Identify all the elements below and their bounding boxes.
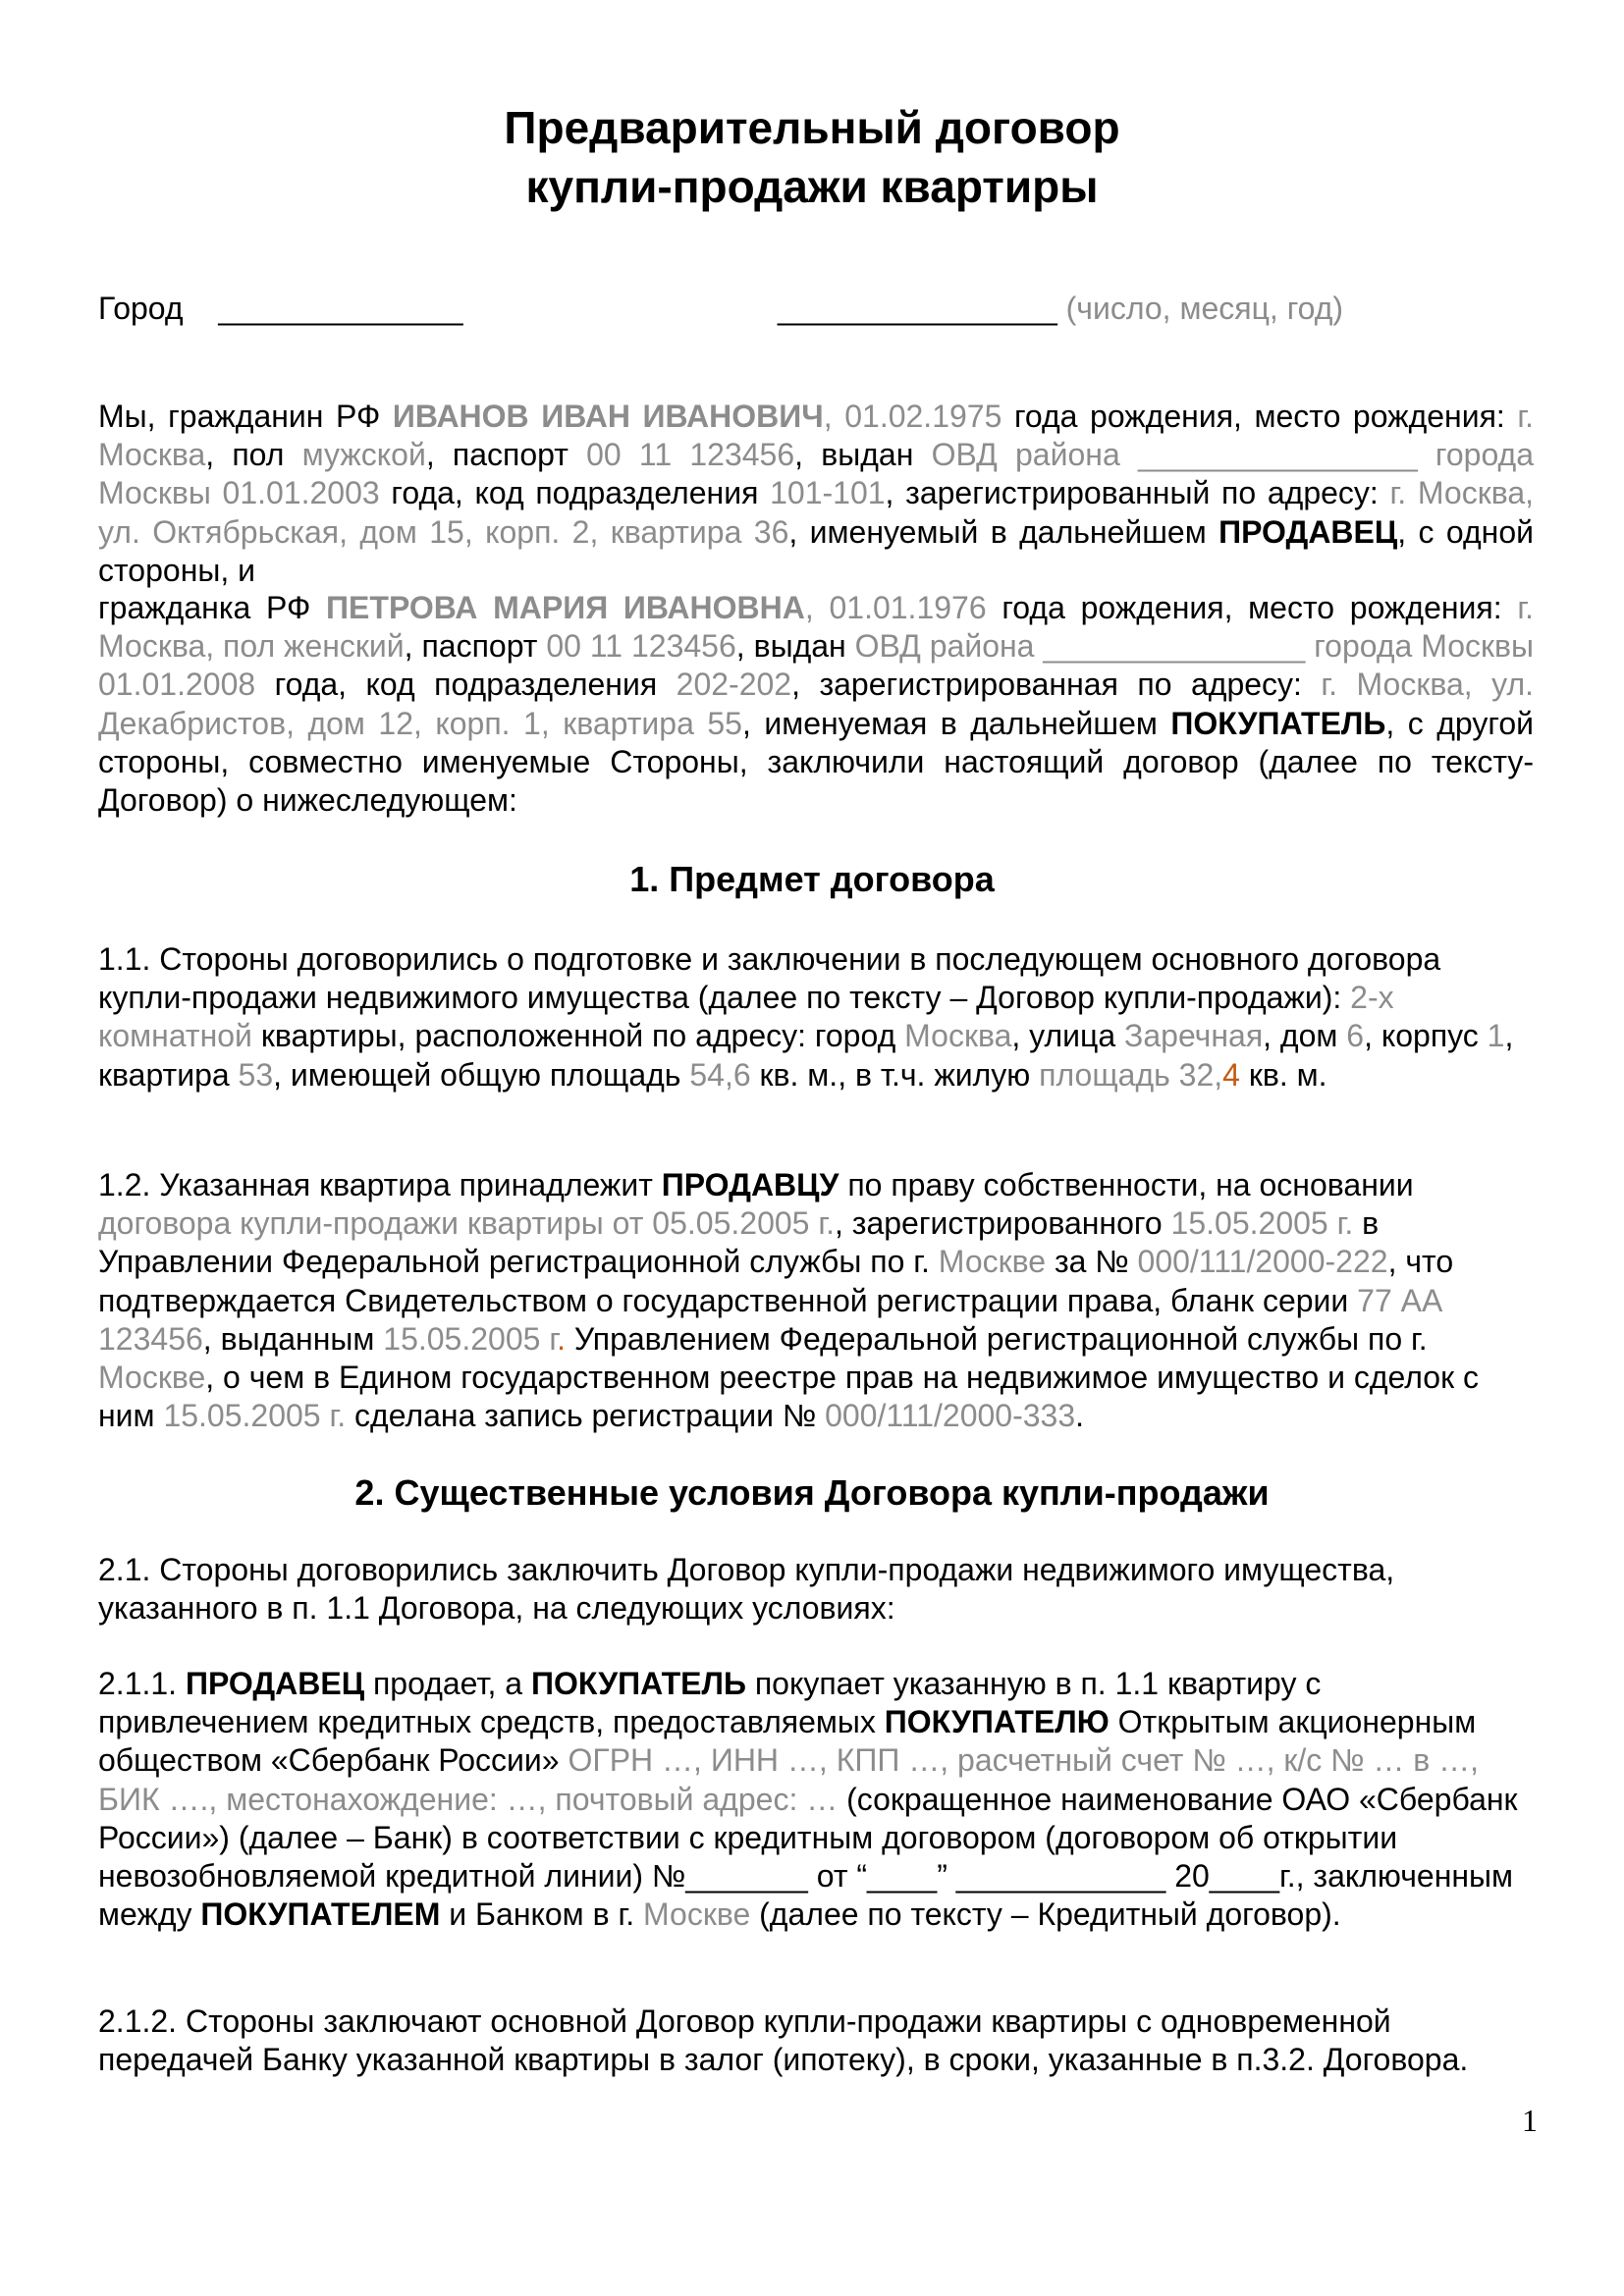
clause-1-2-reg-no: 000/111/2000-222: [1137, 1244, 1388, 1280]
clause-1-1-text-9: кв. м.: [1239, 1056, 1327, 1093]
clause-1-2-blank-series: 77 АА 123456: [98, 1282, 1443, 1357]
seller-address: г. Москва, ул. Октябрьская, дом 15, корп. 2, квартира 36: [98, 475, 1535, 550]
buyer-passport: 00 11 123456: [546, 628, 736, 665]
buyer-intro: гражданка РФ: [98, 590, 327, 625]
clause-2-1-1-buyer: ПОКУПАТЕЛЬ: [530, 1666, 746, 1701]
clause-1-2-record-date: 15.05.2005 г.: [163, 1398, 347, 1434]
clause-1-1-flat: 53: [238, 1056, 274, 1093]
seller-intro: Мы, гражданин РФ: [98, 399, 393, 434]
seller-code: 101-101: [770, 475, 886, 511]
clause-1-2-reg-date: 15.05.2005 г.: [1170, 1205, 1354, 1242]
city-blank: ______________: [218, 291, 463, 326]
buyer-code: 202-202: [676, 667, 792, 703]
seller-text-side: , с одной стороны, и: [98, 513, 1535, 588]
document-title-line2: купли-продажи квартиры: [525, 161, 1099, 212]
clause-1-2-text-8: Управлением Федеральной регистрационной службы по г.: [565, 1320, 1428, 1357]
section-2-heading: 2. Существенные условия Договора купли-продажи: [354, 1472, 1270, 1513]
clause-2-1-1-text-5: (сокращенное наименование ОАО «Сбербанк России») (далее – Банк) в соответствии с кредитным договором (договором об открытии невозобновляемой кредитной линии) №_______ от “____” ____________ 20____г., заключенным между: [98, 1781, 1518, 1933]
clause-1-1-text-6: , квартира: [98, 1018, 1514, 1093]
section-1-heading: 1. Предмет договора: [629, 859, 995, 899]
clause-2-1: 2.1. Стороны договорились заключить Договор купли-продажи недвижимого имущества, указанного в п. 1.1 Договора, на следующих условиях:: [98, 1552, 1395, 1627]
parties-seller-paragraph: Мы, гражданин РФ ИВАНОВ ИВАН ИВАНОВИЧ, 01.02.1975 года рождения, место рождения: г. Москва, пол мужской, паспорт 00 11 123456, выдан ОВД района ________________ города Москвы 01.01.2003 года, код подразделения 101-101, зарегистрированный по адресу: г. Москва, ул. Октябрьская, дом 15, корп. 2, квартира 36, именуемый в дальнейшем ПРОДАВЕЦ, с одной стороны, и: [98, 399, 1535, 588]
clause-1-2-city-2: Москве: [98, 1360, 206, 1396]
clause-1-2-text-9: , о чем в Едином государственном реестре прав на недвижимое имущество и сделок с ним: [98, 1360, 1479, 1434]
clause-1-1-text-8: кв. м., в т.ч. жилую: [750, 1056, 1040, 1093]
page-number: 1: [1522, 2103, 1538, 2138]
clause-1-1-text-3: , улица: [1011, 1018, 1125, 1054]
clause-1-2-city-1: Москве: [938, 1244, 1047, 1280]
clause-2-1-1-text-1: 2.1.1.: [98, 1666, 186, 1701]
clause-2-1-1-city: Москве: [643, 1896, 751, 1933]
clause-2-1-1: [98, 1665, 1534, 1934]
city-date-line: [98, 290, 462, 328]
clause-2-1-2: 2.1.2. Стороны заключают основной Договор купли-продажи квартиры с одновременной передачей Банку указанной квартиры в залог (ипотеку), в сроки, указанные в п.3.2. Договора.: [98, 2003, 1469, 2078]
clause-1-2-text-3: , зарегистрированного: [835, 1205, 1171, 1242]
date-hint: (число, месяц, год): [1065, 291, 1344, 326]
buyer-role: ПОКУПАТЕЛЬ: [1170, 705, 1386, 741]
buyer-name: ПЕТРОВА МАРИЯ ИВАНОВНА: [326, 590, 805, 625]
clause-1-2-text-10: сделана запись регистрации №: [346, 1398, 826, 1434]
clause-2-1-1-text-7: (далее по тексту – Кредитный договор).: [750, 1896, 1341, 1933]
clause-1-2-issue-date: 15.05.2005 г: [383, 1320, 558, 1357]
clause-1-1-total-area: 54,6: [689, 1056, 751, 1093]
seller-text-named: , именуемый в дальнейшем: [788, 513, 1219, 550]
seller-text-address: , зарегистрированный по адресу:: [885, 475, 1390, 511]
clause-1-1-living-area-digit: 4: [1222, 1056, 1240, 1093]
clause-2-1-1-seller: ПРОДАВЕЦ: [185, 1666, 365, 1701]
clause-1-1-living-area: площадь 32,: [1039, 1056, 1223, 1093]
seller-text-issued: , выдан: [794, 437, 932, 473]
buyer-text-code: года, код подразделения: [255, 667, 677, 703]
buyer-issued-by: ОВД района _______________ города Москвы 01.01.2008: [98, 628, 1535, 703]
clause-2-1-1-text-2: продает, а: [364, 1666, 531, 1701]
clause-1-1-text-7: , имеющей общую площадь: [273, 1056, 690, 1093]
clause-1-1-house: 6: [1346, 1018, 1365, 1054]
buyer-birth-date: 01.01.1976: [829, 590, 987, 625]
clause-1-1-city: Москва: [904, 1018, 1012, 1054]
seller-sex: мужской: [301, 437, 426, 473]
clause-1-2-basis: договора купли-продажи квартиры от 05.05.2005 г.: [98, 1205, 835, 1242]
clause-2-1-1-buyer-inst: ПОКУПАТЕЛЕМ: [200, 1896, 441, 1933]
buyer-text-named: , именуемая в дальнейшем: [741, 705, 1171, 741]
seller-birth-place: г. Москва: [98, 399, 1535, 473]
clause-1-2-text-6: , что подтверждается Свидетельством о государственной регистрации права, бланк серии: [98, 1244, 1454, 1318]
buyer-text-address: , зарегистрированная по адресу:: [791, 667, 1322, 703]
seller-text-sex: , пол: [205, 437, 302, 473]
clause-1-2-record-no: 000/111/2000-333: [825, 1398, 1076, 1434]
buyer-birth-place: г. Москва, пол женский: [98, 590, 1535, 665]
clause-1-2-text-2: по праву собственности, на основании: [839, 1167, 1414, 1202]
clause-2-1-1-buyer-dat: ПОКУПАТЕЛЮ: [884, 1704, 1110, 1740]
clause-1-1-text-1: 1.1. Стороны договорились о подготовке и заключении в последующем основного договора купли-продажи недвижимого имущества (далее по тексту – Договор купли-продажи):: [98, 941, 1441, 1016]
city-label: Город: [98, 291, 184, 326]
date-blank: ________________: [778, 291, 1057, 326]
clause-1-2-text-7: , выданным: [202, 1320, 384, 1357]
clause-2-1-1-text-4: Открытым акционерным обществом «Сбербанк России»: [98, 1704, 1477, 1779]
date-line: [778, 290, 1343, 328]
clause-1-1: [98, 940, 1534, 1095]
seller-text-birth: года рождения, место рождения:: [1001, 399, 1518, 434]
seller-name: ИВАНОВ ИВАН ИВАНОВИЧ: [392, 399, 824, 434]
seller-role: ПРОДАВЕЦ: [1218, 513, 1398, 550]
clause-1-2-text-4: в Управлении Федеральной регистрационной службы по г.: [98, 1205, 1380, 1280]
buyer-text-birth: года рождения, место рождения:: [986, 590, 1518, 625]
clause-1-2-text-1: 1.2. Указанная квартира принадлежит: [98, 1167, 662, 1202]
seller-text-code: года, код подразделения: [379, 475, 771, 511]
clause-1-2: [98, 1166, 1534, 1435]
parties-buyer-paragraph: гражданка РФ ПЕТРОВА МАРИЯ ИВАНОВНА, 01.01.1976 года рождения, место рождения: г. Москва, пол женский, паспорт 00 11 123456, выдан ОВД района _______________ города Москвы 01.01.2008 года, код подразделения 202-202, зарегистрированная по адресу: г. Москва, ул. Декабристов, дом 12, корп. 1, квартира 55, именуемая в дальнейшем ПОКУПАТЕЛЬ, с другой стороны, совместно именуемые Стороны, заключили настоящий договор (далее по тексту-Договор) о нижеследующем:: [98, 590, 1535, 819]
seller-text-passport: , паспорт: [425, 437, 587, 473]
clause-2-1-1-text-3: покупает указанную в п. 1.1 квартиру с привлечением кредитных средств, предоставляемых: [98, 1666, 1322, 1740]
document-title-line1: Предварительный договор: [504, 102, 1120, 153]
clause-1-2-text-11: .: [1075, 1398, 1085, 1434]
seller-passport: 00 11 123456: [586, 437, 795, 473]
clause-1-2-seller: ПРОДАВЦУ: [661, 1167, 839, 1202]
clause-2-1-1-text-6: и Банком в г.: [440, 1896, 643, 1933]
clause-1-1-korpus: 1: [1487, 1018, 1505, 1054]
clause-1-1-text-5: , корпус: [1364, 1018, 1488, 1054]
clause-1-2-text-5: за №: [1046, 1244, 1138, 1280]
buyer-text-rest: , с другой стороны, совместно именуемые Стороны, заключили настоящий договор (далее по тексту-Договор) о нижеследующем:: [98, 705, 1535, 819]
buyer-address: г. Москва, ул. Декабристов, дом 12, корп. 1, квартира 55: [98, 667, 1535, 741]
seller-birth-date: 01.02.1975: [844, 399, 1002, 434]
buyer-text-issued: , выдан: [735, 628, 855, 665]
clause-1-1-text-2: квартиры, расположенной по адресу: город: [251, 1018, 905, 1054]
buyer-text-passport: , паспорт: [404, 628, 547, 665]
clause-1-1-street: Заречная: [1124, 1018, 1264, 1054]
clause-1-1-rooms: 2-х комнатной: [98, 980, 1394, 1054]
clause-1-2-dot: .: [557, 1320, 566, 1357]
clause-2-1-1-bank-details: ОГРН …, ИНН …, КПП …, расчетный счет № …, к/с № … в …, БИК …., местонахождение: …, почтовый адрес: …: [98, 1742, 1480, 1817]
clause-1-1-text-4: , дом: [1263, 1018, 1347, 1054]
seller-issued-by: ОВД района ________________ города Москвы 01.01.2003: [98, 437, 1535, 511]
